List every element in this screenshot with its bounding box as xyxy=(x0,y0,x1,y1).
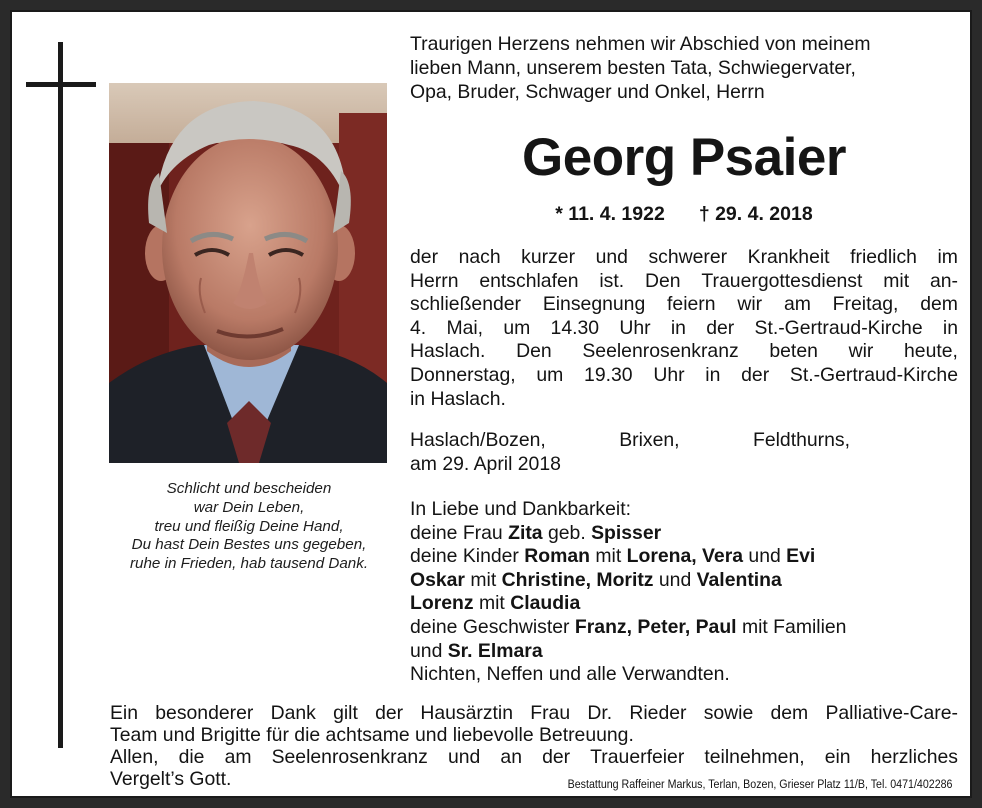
word: Seelenrosenkranz xyxy=(271,746,428,768)
poem-line: Schlicht und bescheiden xyxy=(166,480,332,497)
portrait-illustration xyxy=(109,83,387,463)
word: gilt xyxy=(333,702,358,724)
word: die xyxy=(178,746,205,768)
intro-line: lieben Mann, unserem besten Tata, Schwiegervater, xyxy=(410,57,856,80)
word: Den xyxy=(645,269,681,292)
thanks-line: Vergelt’s Gott. xyxy=(110,768,232,790)
word: Ein xyxy=(110,702,139,724)
death-date: † 29. 4. 2018 xyxy=(698,203,813,225)
family-text: mit xyxy=(473,592,511,615)
word: Seelenrosenkranz xyxy=(582,340,739,363)
birth-date: * 11. 4. 1922 xyxy=(555,203,665,225)
word: feiern xyxy=(667,293,716,316)
word: Feldthurns, xyxy=(752,429,850,451)
word: St.-Gertraud-Kirche xyxy=(789,363,958,386)
family-list xyxy=(410,498,958,687)
family-text: deine Geschwister xyxy=(410,615,575,638)
word: Trauerfeier xyxy=(590,746,685,768)
word: teilnehmen, xyxy=(704,746,805,768)
word: in xyxy=(705,363,721,386)
family-line: Nichten, Neffen und alle Verwandten. xyxy=(410,663,730,686)
family-line xyxy=(410,522,958,546)
place-line xyxy=(410,429,850,453)
word: beten xyxy=(769,340,818,363)
body-line xyxy=(410,340,958,364)
word: nach xyxy=(458,246,501,268)
family-line xyxy=(410,616,958,640)
life-dates xyxy=(410,202,958,226)
word: der xyxy=(706,316,735,339)
family-name: Roman xyxy=(524,545,590,568)
intro-line: Traurigen Herzens nehmen wir Abschied von meinem xyxy=(410,33,871,55)
word: Uhr xyxy=(653,363,685,386)
family-name: Oskar xyxy=(410,568,465,591)
thanks-line xyxy=(110,746,958,768)
word: Brixen, xyxy=(619,429,680,451)
poem-line: ruhe in Frieden, hab tausend Dank. xyxy=(129,555,369,573)
word: entschlafen xyxy=(479,269,579,292)
body-line xyxy=(410,270,958,294)
portrait-photo xyxy=(109,83,387,463)
cross-icon-vertical xyxy=(58,42,63,748)
body-line xyxy=(410,364,958,388)
poem-line: treu und fleißig Deine Hand, xyxy=(154,517,344,535)
family-name: Zita xyxy=(508,521,543,544)
word: sowie xyxy=(703,702,754,724)
family-line xyxy=(410,569,958,593)
poem-line: Du hast Dein Bestes uns gegeben, xyxy=(131,536,367,554)
word: besonderer xyxy=(155,702,254,724)
family-text: mit Familien xyxy=(736,615,847,638)
word: der xyxy=(375,702,404,724)
family-name: Lorena, Vera xyxy=(626,545,744,568)
cross-icon-horizontal xyxy=(26,82,96,87)
family-text: deine Frau xyxy=(410,521,509,544)
word: ein xyxy=(824,746,851,768)
word: wir xyxy=(737,293,763,316)
word: im xyxy=(937,246,958,268)
obituary-card xyxy=(10,10,972,798)
family-name: Valentina xyxy=(696,568,782,591)
word: Frau xyxy=(530,702,571,724)
word: dem xyxy=(920,293,958,316)
word: Haslach. xyxy=(410,340,486,363)
intro-text xyxy=(410,32,958,105)
family-line xyxy=(410,640,958,664)
family-text: geb. xyxy=(542,521,592,544)
word: an- xyxy=(929,269,958,292)
word: und xyxy=(447,746,481,768)
word: um xyxy=(503,316,531,339)
word: kurzer xyxy=(521,246,576,268)
word: der xyxy=(542,746,571,768)
family-name: Evi xyxy=(786,545,816,568)
word: der xyxy=(741,363,770,386)
poem xyxy=(104,480,394,574)
word: Mai, xyxy=(446,316,484,339)
word: dem xyxy=(770,702,809,724)
family-text: mit xyxy=(464,568,502,591)
announcement-body xyxy=(410,246,958,411)
word: heute, xyxy=(904,340,958,363)
word: Trauergottesdienst xyxy=(701,269,863,292)
word: ist. xyxy=(599,269,625,292)
word: Rieder xyxy=(629,702,687,724)
deceased-name: Georg Psaier xyxy=(522,128,846,187)
word: der xyxy=(410,246,439,268)
poem-line: war Dein Leben, xyxy=(193,498,305,516)
word: wir xyxy=(848,340,874,363)
family-name: Sr. Elmara xyxy=(447,639,543,662)
word: Krankheit xyxy=(747,246,830,268)
word: Haslach/Bozen, xyxy=(410,429,546,451)
word: Dank xyxy=(270,702,316,724)
word: an xyxy=(500,746,522,768)
family-text: und xyxy=(410,639,448,662)
word: mit xyxy=(883,269,910,292)
family-text: und xyxy=(743,545,787,568)
body-line xyxy=(410,246,958,270)
word: schwerer xyxy=(648,246,728,268)
place-date xyxy=(410,429,958,476)
word: Freitag, xyxy=(832,293,899,316)
word: Den xyxy=(516,340,552,363)
family-heading: In Liebe und Dankbarkeit: xyxy=(410,498,631,520)
word: 19.30 xyxy=(584,363,633,386)
funeral-home-footer: Bestattung Raffeiner Markus, Terlan, Bozen, Grieser Platz 11/B, Tel. 0471/402286 xyxy=(567,777,952,791)
word: in xyxy=(942,316,958,339)
thanks-line: Team und Brigitte für die achtsame und liebevolle Betreuung. xyxy=(110,724,634,746)
intro-line: Opa, Bruder, Schwager und Onkel, Herrn xyxy=(410,81,765,104)
body-line xyxy=(410,317,958,341)
word: Hausärztin xyxy=(420,702,514,724)
word: Allen, xyxy=(110,746,159,768)
word: am xyxy=(224,746,252,768)
body-line: in Haslach. xyxy=(410,387,506,410)
family-line xyxy=(410,545,958,569)
word: 4. xyxy=(410,316,427,339)
word: 14.30 xyxy=(550,316,600,339)
family-line xyxy=(410,592,958,616)
word: in xyxy=(670,316,686,339)
date-line: am 29. April 2018 xyxy=(410,452,561,475)
word: am xyxy=(783,293,811,316)
body-line xyxy=(410,293,958,317)
word: Dr. xyxy=(587,702,613,724)
word: herzliches xyxy=(870,746,958,768)
word: Palliative-Care- xyxy=(825,702,958,724)
word: schließender xyxy=(410,293,522,316)
family-name: Claudia xyxy=(510,592,581,615)
family-text: und xyxy=(653,568,697,591)
family-name: Franz, Peter, Paul xyxy=(574,615,737,638)
family-name: Christine, Moritz xyxy=(501,568,654,591)
word: Donnerstag, xyxy=(410,363,516,386)
word: um xyxy=(536,363,564,386)
family-text: deine Kinder xyxy=(410,545,525,568)
word: und xyxy=(595,246,628,268)
family-name: Spisser xyxy=(591,521,662,544)
family-name: Lorenz xyxy=(410,592,474,615)
thanks-line xyxy=(110,702,958,724)
word: Herrn xyxy=(410,269,459,292)
word: friedlich xyxy=(850,246,917,268)
family-text: mit xyxy=(590,545,627,568)
word: Uhr xyxy=(619,316,651,339)
word: Einsegnung xyxy=(542,293,646,316)
word: St.-Gertraud-Kirche xyxy=(754,316,923,339)
